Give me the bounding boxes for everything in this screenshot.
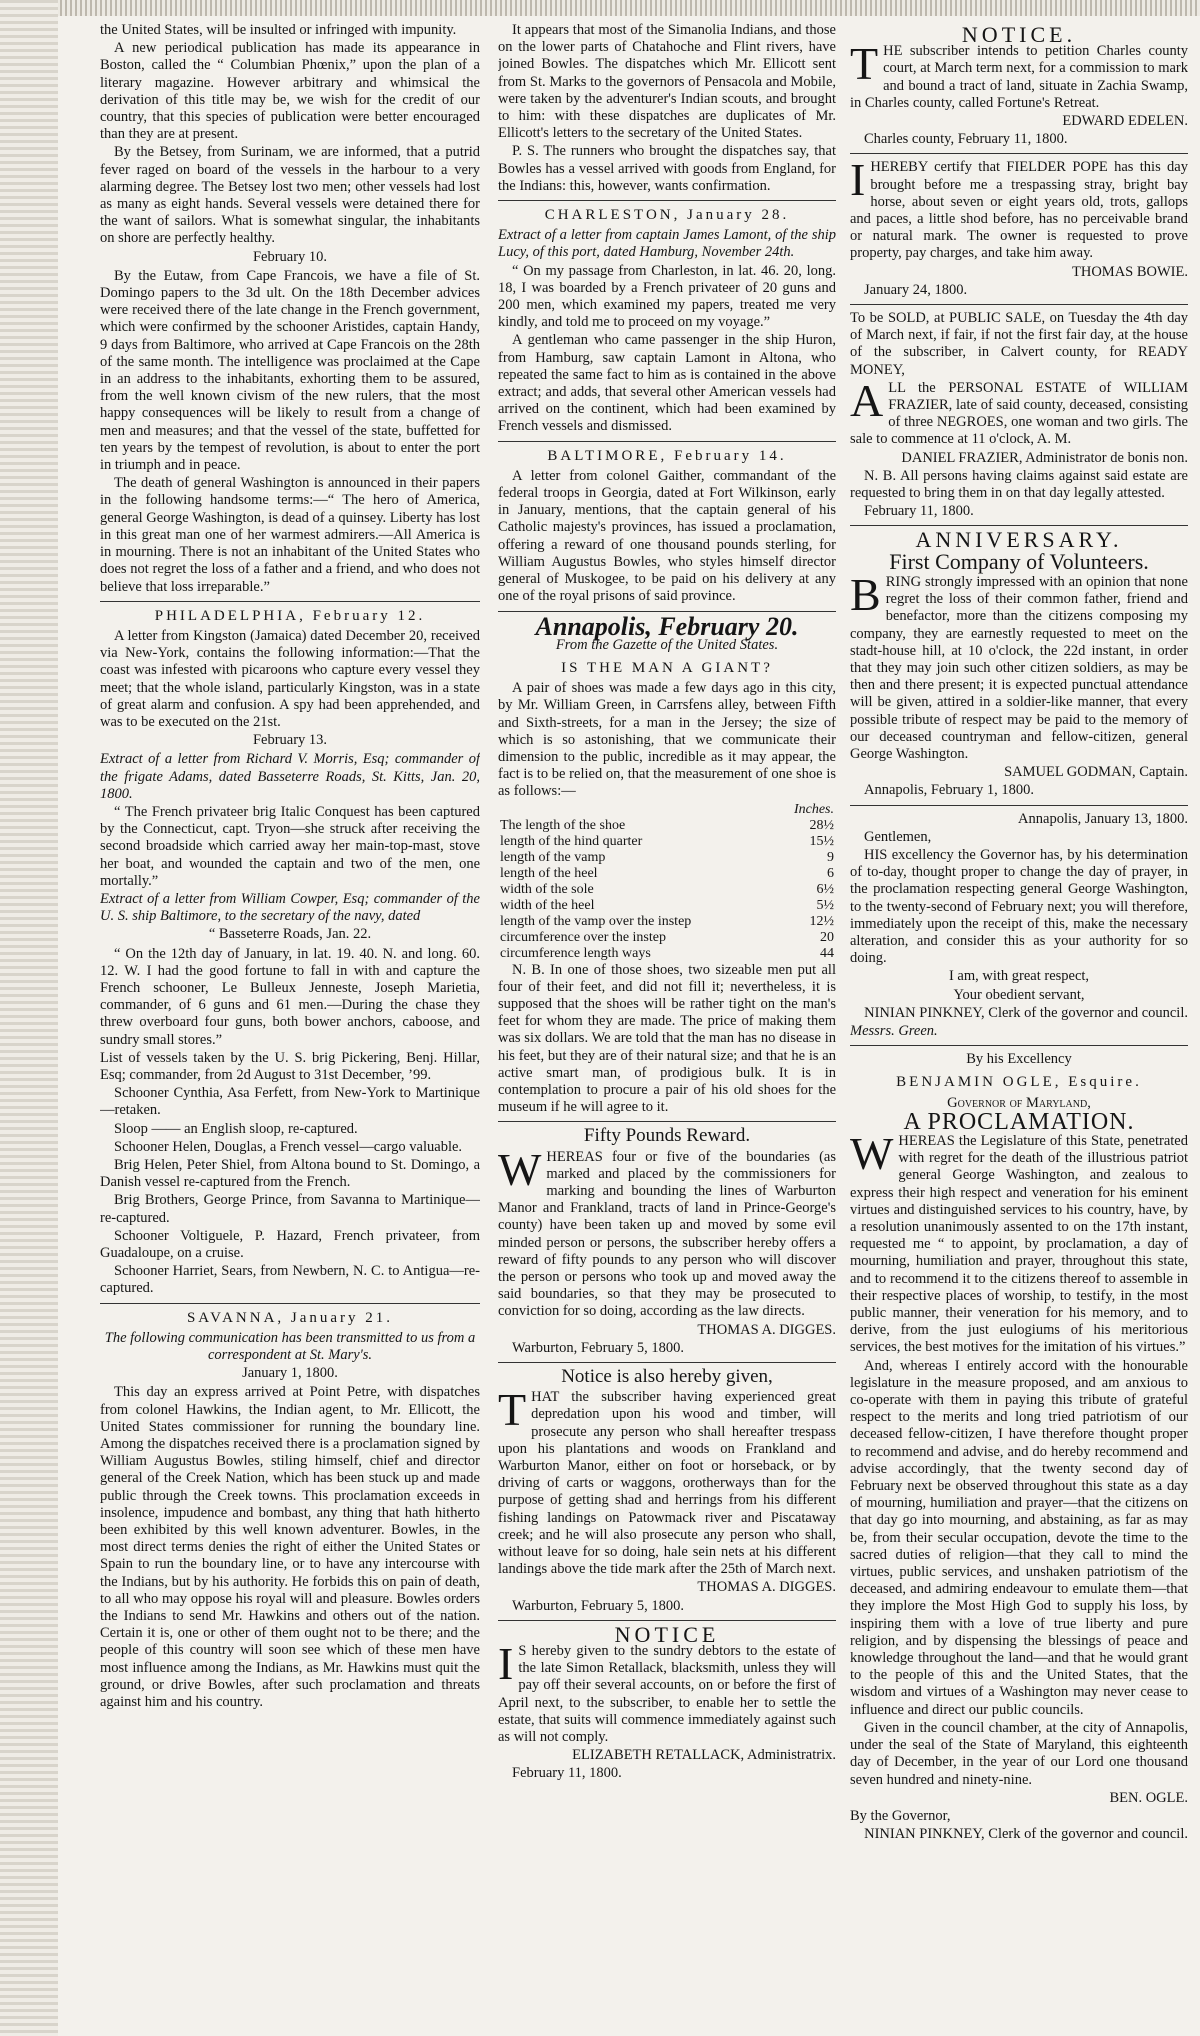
table-row xyxy=(498,898,836,914)
advert-heading: Fifty Pounds Reward. xyxy=(583,1125,751,1147)
measure-label: circumference over the instep xyxy=(500,929,666,945)
table-header-row xyxy=(498,802,836,818)
paragraph: Given in the council chamber, at the city of Annapolis, under the seal of the State of Maryland, this eighteenth day of December, in the year of our Lord one thousand seven hundred and ninety-nine. xyxy=(850,1719,1188,1788)
paragraph: A letter from Kingston (Jamaica) dated December 20, received via New-York, contains the following information:—That the coast was infested with picaroons who capture every vessel they meet; that the whole island, particularly Kingston, was in a state of great alarm and confusion. A spy had been apprehended, and was to be executed on the 21st. xyxy=(100,627,480,730)
paragraph: N. B. In one of those shoes, two sizeable men put all four of their feet, and did not fill it; nevertheless, it is supposed that the shoes will be rather tight on the man's feet for whom they are made. The price of making them was six dollars. We are told that the man has no disease in his feet, but they are of their natural size; and that he is an active smart man, of prodigious bulk. It is in contemplation to procure a pair of his old shoes for the museum if he will agree to it. xyxy=(498,961,836,1116)
measure-value: 44 xyxy=(820,945,834,961)
paragraph xyxy=(850,568,1188,763)
paragraph: P. S. The runners who brought the dispatches say, that Bowles has a vessel arrived with goods from England, for the Indians: this, however, wants confirmation. xyxy=(498,143,836,194)
paragraph-text: HEREAS the Legislature of this State, penetrated with regret for the death of the illustrious patriot general George Washington, and zealous to express their high respect and veneration for his eminent virtues and distinguished services to his country, have, by a resolution unanimously assented to on the 17th instant, requested me “ to appoint, by proclamation, a day of mourning, humiliation and prayer, throughout this state, and to recommend it to the citizens thereof to assemble in their respective places of worship, to testify, in the most public manner, their veneration for his memory, and to derive, from the just eulogiums of his meritorious services, the best motives for the imitation of his virtues.” xyxy=(850,1132,1188,1356)
table-row xyxy=(498,834,836,850)
binding-edge xyxy=(0,0,58,2036)
advert-heading: ANNIVERSARY. xyxy=(915,527,1123,553)
list-item: Schooner Cynthia, Asa Ferfett, from New-York to Martinique—retaken. xyxy=(100,1085,480,1119)
measure-label: length of the vamp over the instep xyxy=(500,913,692,929)
addressee: Messrs. Green. xyxy=(850,1022,938,1039)
paragraph xyxy=(850,1127,1188,1357)
drop-cap: T xyxy=(498,1384,527,1436)
proclamation-preamble: By his Excellency xyxy=(966,1051,1072,1068)
paragraph: N. B. All persons having claims against said estate are requested to bring them in on that day legally attested. xyxy=(850,467,1188,502)
measure-label: width of the sole xyxy=(500,881,594,897)
dateline: February 11, 1800. xyxy=(864,503,974,520)
advert-heading: NOTICE. xyxy=(961,22,1077,47)
section-heading: CHARLESTON, January 28. xyxy=(544,207,790,224)
list-item: Schooner Voltiguele, P. Hazard, French privateer, from Guadaloupe, on a cruise. xyxy=(100,1227,480,1262)
measure-value: 6 xyxy=(827,865,834,881)
paragraph: the United States, will be insulted or infringed with impunity. xyxy=(100,22,457,38)
paragraph xyxy=(850,154,1188,262)
paragraph-text: HE subscriber intends to petition Charles county court, at March term next, for a commission to mark and bound a tract of land, situate in Zachia Swamp, in Charles county, called Fortune's Retreat. xyxy=(850,43,1188,111)
paragraph-text: HEREBY certify that FIELDER POPE has this day brought before me a trespassing stray, bright bay horse, about seven or eight years old, trots, gallops and paces, a little shod before, has no perceivable brand or natural mark. The owner is requested to prove property, pay charges, and take him away. xyxy=(850,159,1188,262)
paragraph: This day an express arrived at Point Petre, with dispatches from colonel Hawkins, the Indian agent, to Mr. Ellicott, the United States commissioner for running the boundary line. Among the dispatches received there is a proclamation signed by William Augustus Bowles, stiling himself, chief and director general of the Creek Nation, which has been stuck up and made public through the Creek towns. This proclamation exceeds in insolence, impudence and bombast, any thing that hath hitherto been exhibited by this well known adventurer. Bowles, in the most direct terms denies the right of either the United States or Spain to run the boundary line, or to have any intercourse with the Indians, but by his authority. He forbids this on pain of death, to all who may oppose his royal will and pleasure. Bowles orders the Indians to send Mr. Hawkins and others out of the nation. Certain it is, one or other of them ought not to be there; and the people of this country will soon see which of these men have most influence among the Indians, as Mr. Hawkins must quit the ground, or drive Bowles, after such proclamation and threats against him and his country. xyxy=(100,1384,480,1711)
advert-subheading: First Company of Volunteers. xyxy=(889,548,1149,574)
signature: THOMAS A. DIGGES. xyxy=(697,1321,836,1338)
signature: BEN. OGLE. xyxy=(1109,1789,1188,1806)
signature: THOMAS A. DIGGES. xyxy=(697,1579,836,1596)
proclamation-heading: A PROCLAMATION. xyxy=(903,1108,1135,1135)
table-row xyxy=(498,850,836,866)
dateline: February 13. xyxy=(252,732,328,749)
dateline: February 11, 1800. xyxy=(512,1765,622,1782)
section-heading: BALTIMORE, February 14. xyxy=(547,447,787,464)
section-heading: SAVANNA, January 21. xyxy=(186,1309,394,1326)
measure-label: width of the heel xyxy=(500,897,595,913)
paragraph-text: HAT the subscriber having experienced great depredation upon his wood and timber, will prosecute any person who shall hereafter trespass upon his plantations and woods on Frankland and Warburton Manor, either on foot or horseback, or by driving of carts or waggons, orotherways than for the purpose of getting shad and herrings from his different fishing landings on Patowmack river and Piscataway creek; and he will also prosecute any person who shall, without leave for so doing, hale sein nets at his different landings above the tide mark after the 25th of March next. xyxy=(498,1389,836,1578)
paragraph: HIS excellency the Governor has, by his determination of to-day, thought proper to change the day of prayer, in the proclamation respecting general George Washington, to the twenty-second of February next; you will therefore, immediately upon the receipt of this, make the necessary alteration, and consider this as your authority for so doing. xyxy=(850,846,1188,967)
divider xyxy=(498,1362,836,1363)
measure-label: length of the vamp xyxy=(500,849,606,865)
paragraph: By the Governor, xyxy=(850,1807,951,1824)
paragraph xyxy=(850,38,1188,112)
column-2 xyxy=(498,22,836,2022)
paragraph: A letter from colonel Gaither, commandant of the federal troops in Georgia, dated at Fort Wilkinson, early in January, mentions, that the captain general of his Catholic majesty's provinces, has issued a proclamation, offering a reward of one thousand pounds sterling, for William Augustus Bowles, who styles himself director general of Muskogee, to be paid on his delivery at any one of the royal prisons of said province. xyxy=(498,467,836,605)
governor-name: BENJAMIN OGLE, Esquire. xyxy=(896,1074,1142,1091)
column-1 xyxy=(100,22,480,2022)
measure-value: 20 xyxy=(820,929,834,945)
salutation: Gentlemen, xyxy=(864,828,932,845)
measure-value: 12½ xyxy=(809,913,834,929)
shoe-measurements-table xyxy=(498,802,836,962)
closing: I am, with great respect, xyxy=(948,968,1090,985)
masthead-annapolis: Annapolis, February 20. xyxy=(535,611,799,641)
drop-cap: B xyxy=(850,568,881,620)
drop-cap: W xyxy=(850,1127,894,1179)
signature: NINIAN PINKNEY, Clerk of the governor and council. xyxy=(864,1826,1188,1843)
paragraph: List of vessels taken by the U. S. brig Pickering, Benj. Hillar, Esq; commander, from 2d August to 31st December, ’99. xyxy=(100,1049,480,1083)
drop-cap: T xyxy=(850,38,879,90)
paragraph: “ On the 12th day of January, in lat. 19. 40. N. and long. 60. 12. W. I had the good fortune to fall in with and capture the French schooner, Le Bulleux Jenneste, Joseph Marietia, commander, of 6 guns and 61 men.—During the chase they threw overboard four guns, both bower anchors, caboose, and sundry small stores.” xyxy=(100,945,480,1048)
signature: EDWARD EDELEN. xyxy=(1062,113,1188,130)
signature: THOMAS BOWIE. xyxy=(1072,263,1188,280)
drop-cap: I xyxy=(498,1638,514,1690)
signature: NINIAN PINKNEY, Clerk of the governor and council. xyxy=(864,1004,1188,1021)
dateline: January 24, 1800. xyxy=(864,281,968,298)
divider xyxy=(850,153,1188,154)
governor-title: Governor of Maryland, xyxy=(947,1094,1091,1111)
dateline: Annapolis, February 1, 1800. xyxy=(864,782,1034,799)
dateline: Charles county, February 11, 1800. xyxy=(864,131,1068,148)
list-item: Sloop —— an English sloop, re-captured. xyxy=(114,1120,358,1137)
signature: ELIZABETH RETALLACK, Administratrix. xyxy=(572,1747,836,1764)
list-item: Brig Brothers, George Prince, from Savanna to Martinique—re-captured. xyxy=(100,1192,480,1226)
paragraph: “ The French privateer brig Italic Conquest has been captured by the Connecticut, capt. Tryon—she struck after receiving the second broadside which carried away her main-top-mast, stove her boat, and wounded the captain and two of the men, one mortally.” xyxy=(100,803,480,889)
table-row xyxy=(498,882,836,898)
paragraph: The death of general Washington is announced in their papers in the following handsome terms:—“ The hero of America, general George Washington, is dead of a quinsey. Liberty has lost in this great man one of her warmest admirers.—All America is in mourning. There is not an inhabitant of the United States who does not regret the loss of a father and a friend, and who does not believe that loss irreparable.” xyxy=(100,475,480,595)
drop-cap: A xyxy=(850,374,884,426)
advert-heading: NOTICE xyxy=(614,1621,720,1647)
list-item: Brig Helen, Peter Shiel, from Altona bound to St. Domingo, a Danish vessel re-captured from the French. xyxy=(100,1157,480,1191)
paragraph xyxy=(498,1143,836,1321)
drop-cap: W xyxy=(498,1143,542,1195)
column-3 xyxy=(850,22,1188,2022)
measure-value: 9 xyxy=(827,849,834,865)
paragraph: To be SOLD, at PUBLIC SALE, on Tuesday the 4th day of March next, if fair, if not the first fair day, at the house of the subscriber, in Calvert county, for READY MONEY, xyxy=(850,310,1188,378)
measure-label: length of the heel xyxy=(500,865,598,881)
measure-label: length of the hind quarter xyxy=(500,833,643,849)
closing: Your obedient servant, xyxy=(953,986,1085,1003)
divider xyxy=(850,805,1188,806)
paragraph: By the Eutaw, from Cape Francois, we have a file of St. Domingo papers to the 3d ult. On the 18th December advices were received there of the late change in the French government, which were confirmed by the schooner Aristides, captain Handy, 9 days from Baltimore, who arrived at Cape Francois on the 28th of the same month. The intelligence was proclaimed at the Cape in an address to the inhabitants, exhorting them to be assured, from the well known civism of the new rulers, that the most happy consequences will be likely to result from a change of men and measures; and that the vessel of the state, buffetted for ten years by the tempest of revolution, is about to enter the port in triumph and in peace. xyxy=(100,267,480,474)
paragraph: A gentleman who came passenger in the ship Huron, from Hamburg, saw captain Lamont in Altona, who repeated the same fact to him as is contained in the above extract; and adds, that several other American vessels had arrived on the continent, which had been examined by French vessels and dismissed. xyxy=(498,332,836,435)
dateline: Warburton, February 5, 1800. xyxy=(512,1339,684,1356)
divider xyxy=(850,1045,1188,1046)
dateline: January 1, 1800. xyxy=(242,1365,338,1382)
inches-header: Inches. xyxy=(793,801,834,817)
measure-label: The length of the shoe xyxy=(500,817,626,833)
paragraph-text: LL the PERSONAL ESTATE of WILLIAM FRAZIER, late of said county, deceased, consisting of three NEGROES, one woman and two girls. The sale to commence at 11 o'clock, A. M. xyxy=(850,379,1188,448)
divider xyxy=(850,304,1188,305)
paragraph xyxy=(850,374,1188,449)
extract-heading: Extract of a letter from Richard V. Morris, Esq; commander of the frigate Adams, dated Basseterre Roads, St. Kitts, Jan. 20, 1800. xyxy=(100,751,480,802)
divider xyxy=(100,601,480,602)
paragraph: By the Betsey, from Surinam, we are informed, that a putrid fever raged on board of the vessels in the harbour to a very alarming degree. The Betsey lost two men; other vessels had lost as many as eight hands. Several vessels were detained there for the want of sailors. What is somewhat singular, the inhabitants on shore are perfectly healthy. xyxy=(100,144,480,247)
measure-value: 28½ xyxy=(809,817,834,833)
divider xyxy=(498,441,836,442)
paragraph-text: HEREAS four or five of the boundaries (as marked and placed by the commissioners for marking and bounding the lines of Warburton Manor and Frankland, tracts of land in Prince-George's county) have been taken up and moved by some evil minded person or persons, the subscriber hereby offers a reward of fifty pounds to any person who will discover the person or persons who took up and moved away the said boundaries, so that they may be prosecuted to conviction for so doing, according as the law directs. xyxy=(498,1148,836,1320)
paragraph xyxy=(498,1638,836,1746)
extract-heading: Extract of a letter from captain James Lamont, of the ship Lucy, of this port, dated Hamburg, November 24th. xyxy=(498,227,836,261)
list-item: Schooner Harriet, Sears, from Newbern, N. C. to Antigua—re-captured. xyxy=(100,1263,480,1297)
advert-heading: Notice is also hereby given, xyxy=(561,1366,773,1387)
paragraph: A new periodical publication has made its appearance in Boston, called the “ Columbian Phœnix,” upon the plan of a literary magazine. However arbitrary and whimsical the derivation of this title may be, we wish for the credit of our country, that this species of publication were better encouraged than they are at present. xyxy=(100,40,480,143)
extract-heading: Extract of a letter from William Cowper, Esq; commander of the U. S. ship Baltimore, to the secretary of the navy, dated xyxy=(100,890,480,925)
paragraph-text: S hereby given to the sundry debtors to the estate of the late Simon Retallack, blacksmith, unless they will pay off their several accounts, on or before the first of April next, to the subscriber, to enable her to settle the estate, that suits will commence immediately against such as will not comply. xyxy=(498,1643,836,1746)
signature: SAMUEL GODMAN, Captain. xyxy=(1004,764,1188,781)
paragraph: “ On my passage from Charleston, in lat. 46. 20, long. 18, I was boarded by a French privateer of 20 guns and 200 men, which examined my papers, treated me very kindly, and told me to proceed on my voyage.” xyxy=(498,262,836,331)
list-item: Schooner Helen, Douglas, a French vessel—cargo valuable. xyxy=(114,1138,463,1155)
table-row xyxy=(498,946,836,962)
paragraph: And, whereas I entirely accord with the honourable legislature in the measure proposed, and am anxious to co-operate with them in paying this tribute of grateful respect to the merits and long tried patriotism of our deceased fellow-citizen, I have therefore thought proper to recommend and advise, and do hereby recommend and advise accordingly, that the twenty second day of February next be observed throughout this state as a day of mourning, humiliation and prayer—that the citizens on that day go into mourning, and abstaining, as far as may be, from their secular occupation, devote the time to the sacred duties of religion—that they call to mind the virtues, public services, and unshaken patriotism of the deceased, and admiring endeavour to emulate them—that they implore the Most High God to supply his loss, by inspiring them with a love of true liberty and pure religion, and by dispensing the blessings of peace and knowledge throughout the land—and that he would grant to the people of this and the United States, that the wisdom and virtues of a Washington may never cease to influence and direct our public councils. xyxy=(850,1357,1188,1718)
measure-value: 5½ xyxy=(816,897,834,913)
dateline: February 10. xyxy=(252,248,328,265)
divider xyxy=(100,1303,480,1304)
divider xyxy=(850,525,1188,526)
extract-heading: The following communication has been transmitted to us from a correspondent at St. Mary's. xyxy=(104,1329,476,1364)
table-row xyxy=(498,930,836,946)
measure-label: circumference length ways xyxy=(500,945,651,961)
paragraph: A pair of shoes was made a few days ago in this city, by Mr. William Green, in Carrsfens alley, between Fifth and Sixth-streets, for a man in the Jersey; the size of which is so astonishing, that we communicate their dimension to the public, incredible as it may appear, the fact is to be relied on, that the measurement of one shoe is as follows:— xyxy=(498,680,836,800)
divider xyxy=(498,1121,836,1122)
drop-cap: I xyxy=(850,154,866,206)
signature: DANIEL FRAZIER, Administrator de bonis non. xyxy=(901,449,1188,466)
divider xyxy=(498,1620,836,1621)
paragraph-text: RING strongly impressed with an opinion that none regret the loss of their common father, friend and benefactor, more than the citizens composing my company, they are earnestly requested to meet on the stadt-house hill, at 10 o'clock, the 22d instant, in order that they may join such other citizen soldiers, as may be then and there present; it is expected punctual attendance will be given, attired in a soldier-like manner, that every possible tribute of respect may be paid to the memory of our deceased countryman and fellow-citizen, general George Washington. xyxy=(850,573,1188,762)
measure-value: 15½ xyxy=(809,833,834,849)
paragraph: It appears that most of the Simanolia Indians, and those on the lower parts of Chatahoche and Flint rivers, have joined Bowles. The dispatches which Mr. Ellicott sent from St. Marks to the governors of Pensacola and Mobile, were taken by the adventurer's Indian scouts, and brought to him: with these dispatches are duplicates of Mr. Ellicott's letters to the secretary of the United States. xyxy=(498,22,836,142)
table-row xyxy=(498,866,836,882)
dateline: Warburton, February 5, 1800. xyxy=(512,1597,684,1614)
divider xyxy=(498,200,836,201)
torn-top-edge xyxy=(0,0,1200,16)
measure-value: 6½ xyxy=(816,881,834,897)
section-heading: IS THE MAN A GIANT? xyxy=(561,659,773,676)
table-row xyxy=(498,818,836,834)
dateline: “ Basseterre Roads, Jan. 22. xyxy=(208,926,372,943)
table-row xyxy=(498,914,836,930)
section-heading: PHILADELPHIA, February 12. xyxy=(154,607,426,624)
source-line: From the Gazette of the United States. xyxy=(555,636,779,653)
dateline: Annapolis, January 13, 1800. xyxy=(1018,810,1188,827)
paragraph xyxy=(498,1384,836,1578)
